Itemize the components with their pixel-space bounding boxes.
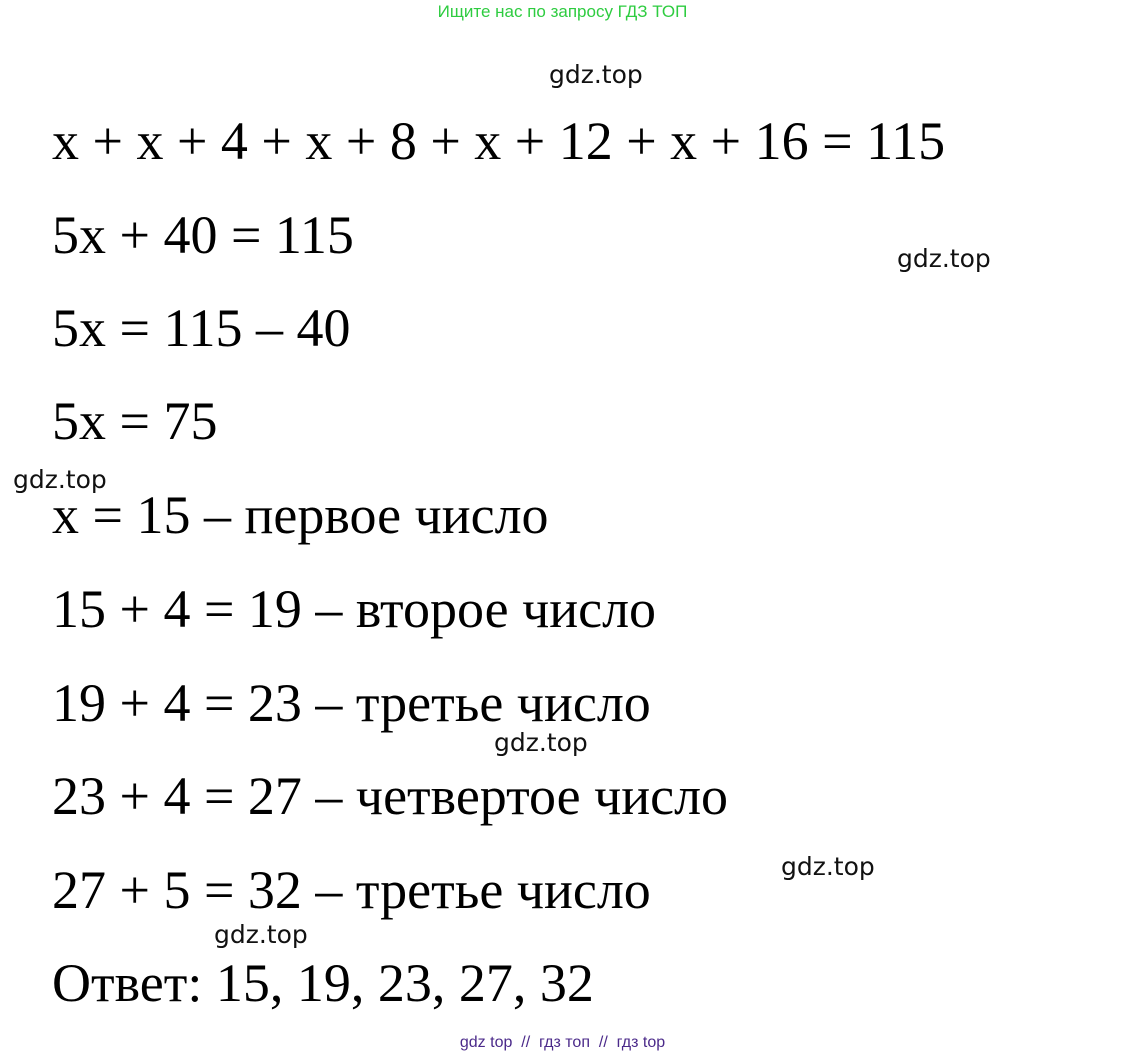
equation-line: x + x + 4 + x + 8 + x + 12 + x + 16 = 115 xyxy=(52,111,946,171)
equation-line: 19 + 4 = 23 – третье число xyxy=(52,673,651,733)
equation-line: x = 15 – первое число xyxy=(52,485,549,545)
equation-line: 5x = 115 – 40 xyxy=(52,298,351,358)
header-note: Ищите нас по запросу ГДЗ ТОП xyxy=(437,2,688,21)
equation-line: 27 + 5 = 32 – третье число xyxy=(52,860,651,920)
watermark: gdz.top xyxy=(214,920,308,949)
watermark: gdz.top xyxy=(13,465,107,494)
watermark: gdz.top xyxy=(549,60,643,89)
watermark: gdz.top xyxy=(781,852,875,881)
equation-line: 5x = 75 xyxy=(52,391,218,451)
answer-line: Ответ: 15, 19, 23, 27, 32 xyxy=(52,953,594,1013)
footer-note: gdz top // гдз топ // гдз top xyxy=(459,1034,666,1051)
watermark: gdz.top xyxy=(897,244,991,273)
equation-line: 23 + 4 = 27 – четвертое число xyxy=(52,766,729,826)
watermark: gdz.top xyxy=(494,728,588,757)
equation-line: 15 + 4 = 19 – второе число xyxy=(52,579,657,639)
equation-line: 5x + 40 = 115 xyxy=(52,205,354,265)
